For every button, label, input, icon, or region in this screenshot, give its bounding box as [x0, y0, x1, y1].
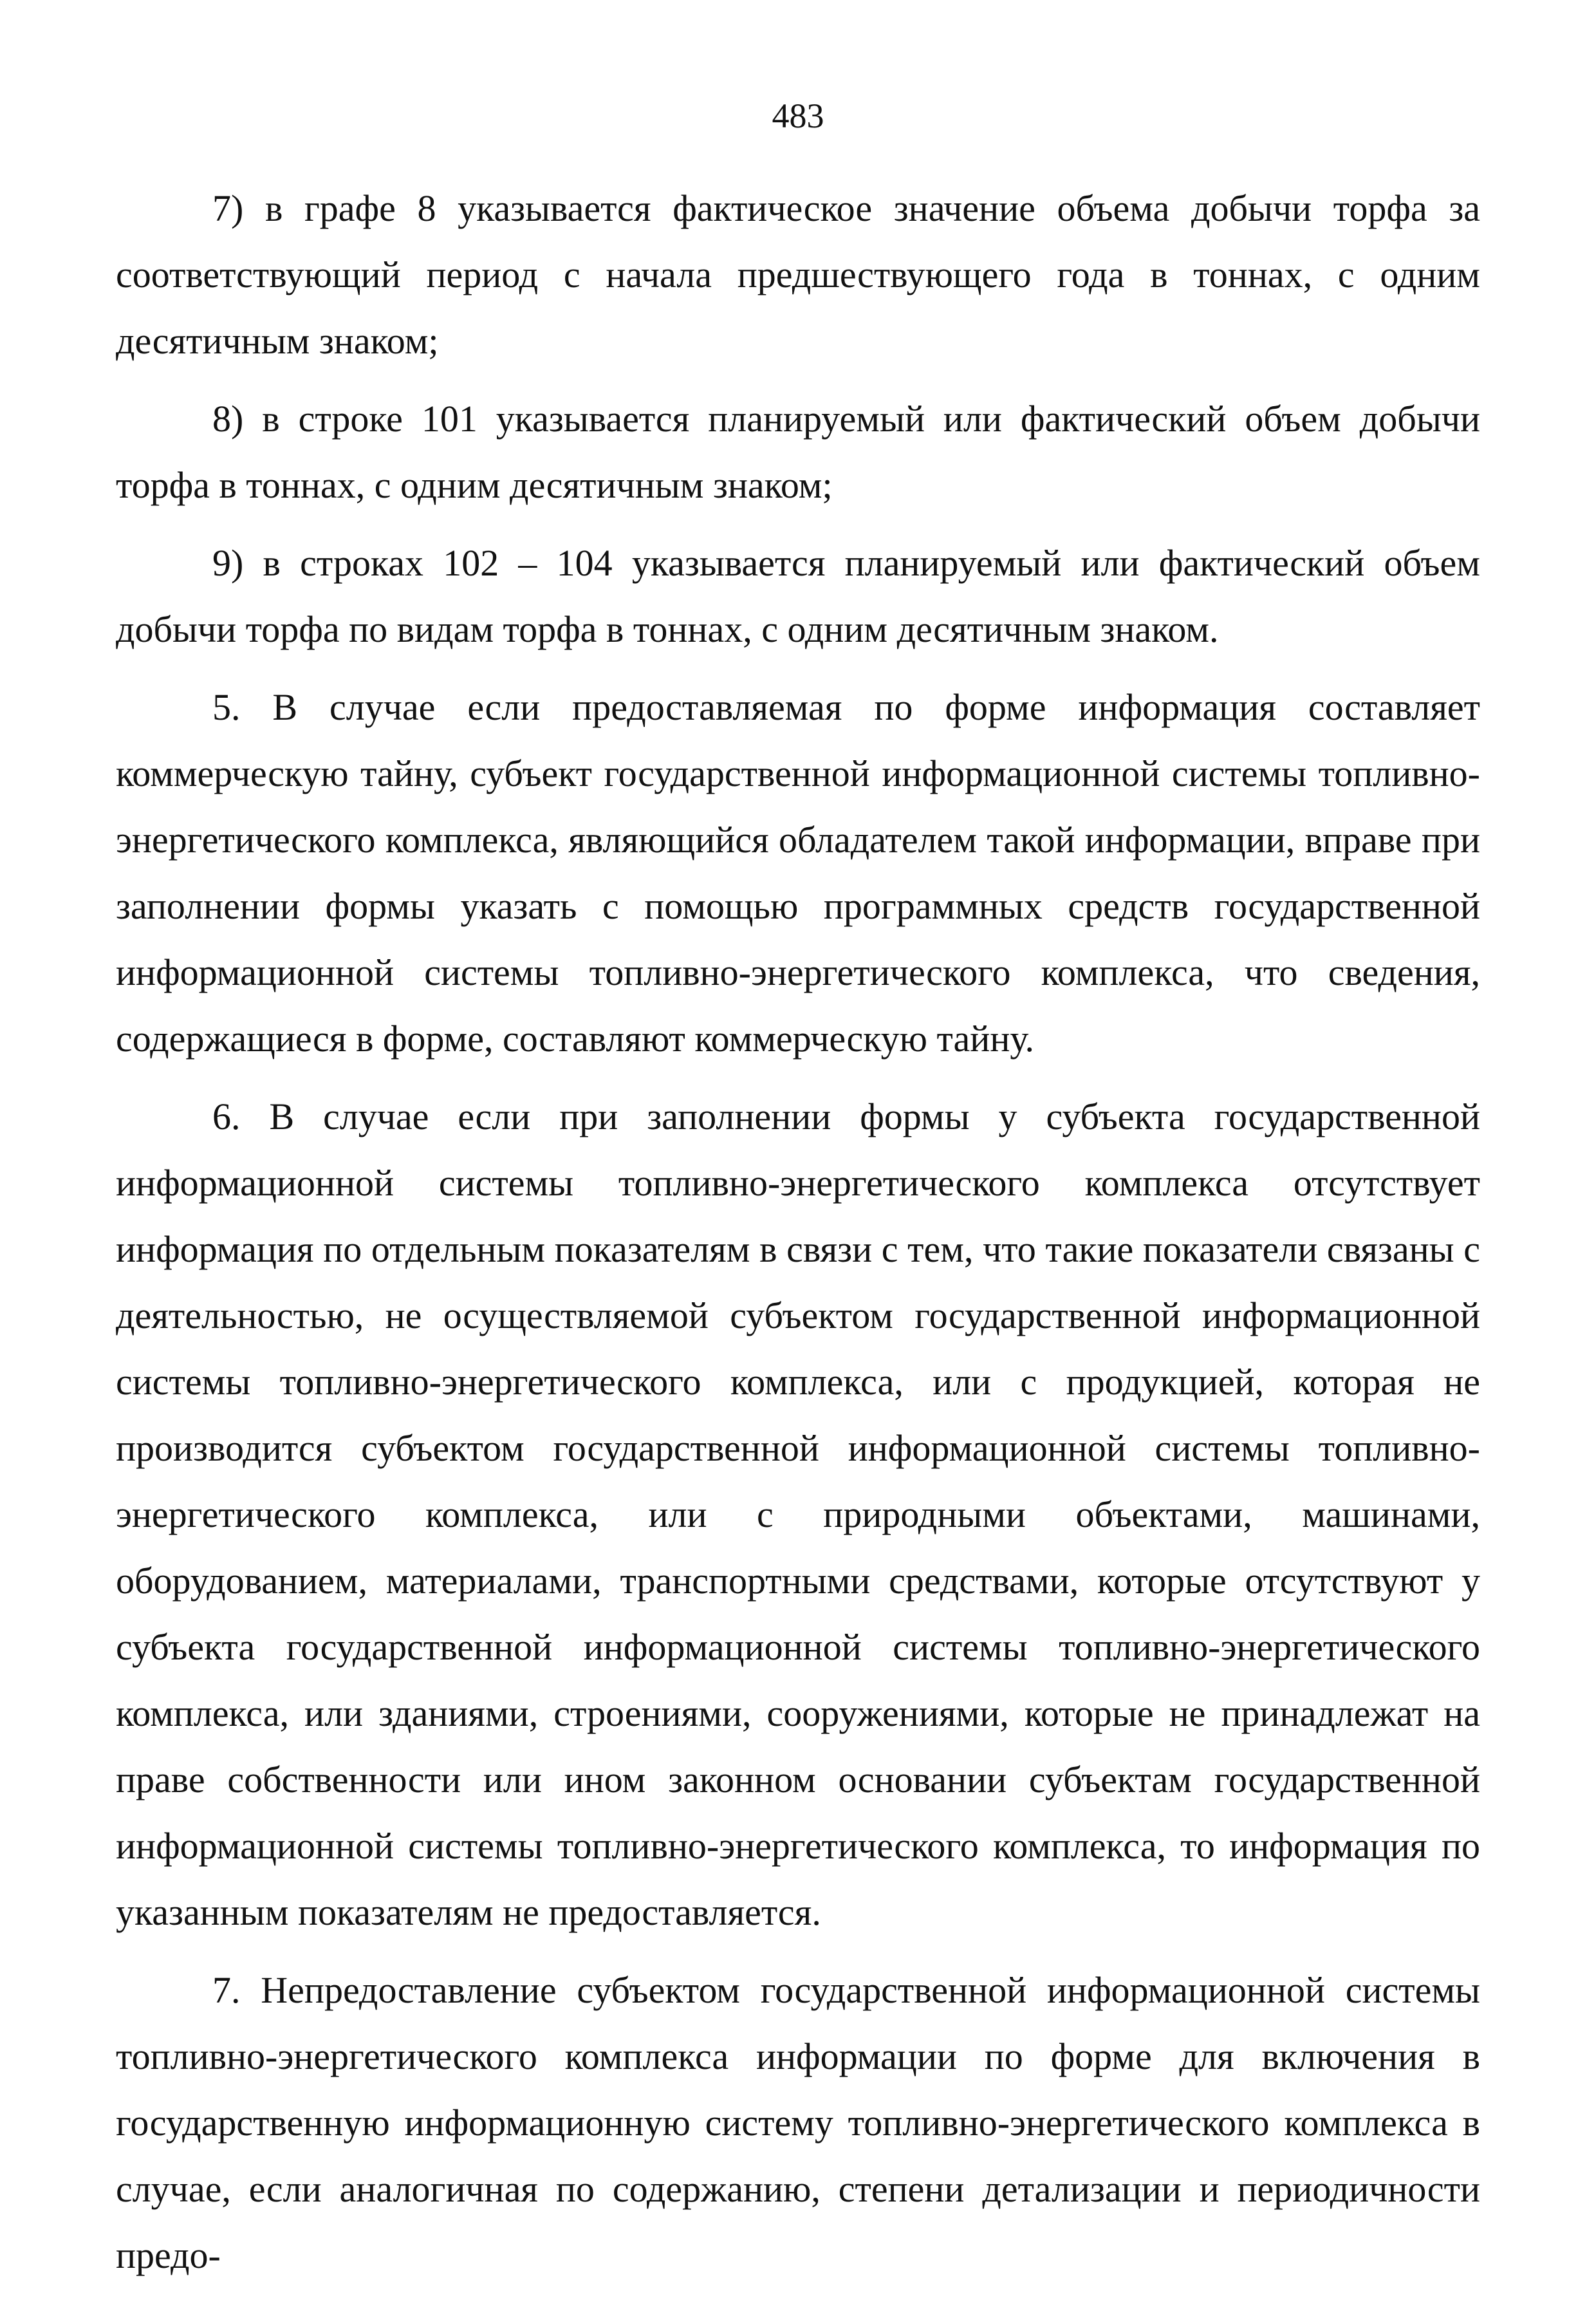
paragraph-section-5: 5. В случае если предоставляемая по форме информация составляет коммерческую тайну, субъект государственной информационной системы топливно-энергетического комплекса, являющийся обладателем такой информации, вправе при заполнении формы указать с помощью программных средств государственной информационной системы топливно-энергетического комплекса, что сведения, содержащиеся в форме, составляют коммерческую тайну. [116, 686, 1480, 1060]
paragraph-item-8: 8) в строке 101 указывается планируемый или фактический объем добычи торфа в тоннах, с одним десятичным знаком; [116, 398, 1480, 506]
paragraph-item-7: 7) в графе 8 указывается фактическое значение объема добычи торфа за соответствующий период с начала предшествующего года в тоннах, с одним десятичным знаком; [116, 187, 1480, 362]
page-number: 483 [772, 97, 824, 135]
paragraph-item-9: 9) в строках 102 – 104 указывается планируемый или фактический объем добычи торфа по видам торфа в тоннах, с одним десятичным знаком. [116, 542, 1480, 650]
paragraph-section-6: 6. В случае если при заполнении формы у субъекта государственной информационной системы топливно-энергетического комплекса отсутствует информация по отдельным показателям в связи с тем, что такие показатели связаны с деятельностью, не осуществляемой субъектом государственной информационной системы топливно-энергетического комплекса, или с продукцией, которая не производится субъектом государственной информационной системы топливно-энергетического комплекса, или с природными объектами, машинами, оборудованием, материалами, транспортными средствами, которые отсутствуют у субъекта государственной информационной системы топливно-энергетического комплекса, или зданиями, строениями, сооружениями, которые не принадлежат на праве собственности или ином законном основании субъектам государственной информационной системы топливно-энергетического комплекса, то информация по указанным показателям не предоставляется. [116, 1096, 1480, 1933]
document-body [116, 175, 1480, 2300]
paragraph-section-7: 7. Непредоставление субъектом государственной информационной системы топливно-энергетического комплекса информации по форме для включения в государственную информационную систему топливно-энергетического комплекса в случае, если аналогичная по содержанию, степени детализации и периодичности предо- [116, 1969, 1480, 2276]
